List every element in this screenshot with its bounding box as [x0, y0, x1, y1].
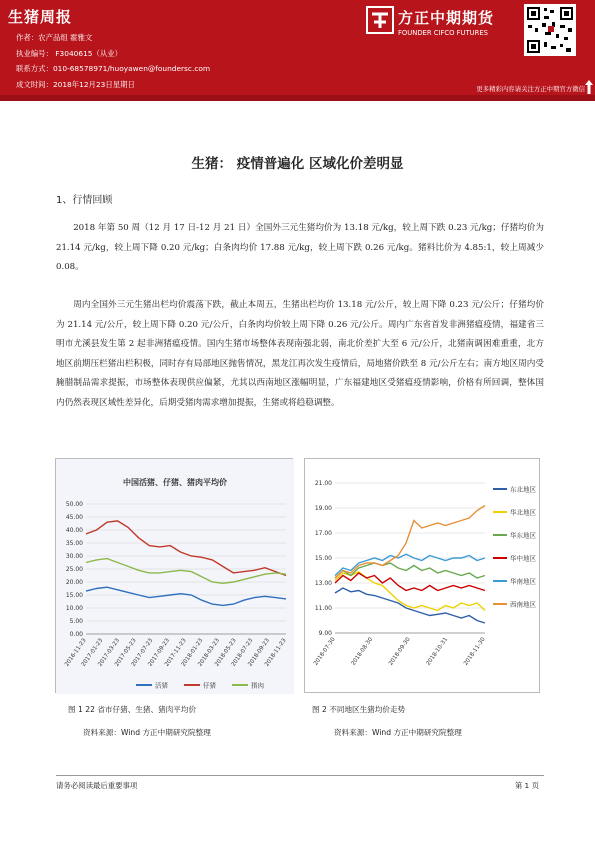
page-number: 第 1 页 [514, 781, 539, 790]
report-header [0, 0, 595, 95]
chart-regional-prices [304, 458, 540, 693]
y-tick-label: 19.00 [314, 505, 332, 513]
chart-national-prices [55, 458, 293, 693]
y-tick-label: 25.00 [65, 566, 83, 574]
x-tick-label: 2017-11-23 [164, 637, 188, 668]
y-tick-label: 17.00 [314, 530, 332, 538]
x-tick-label: 2017-03-23 [97, 637, 121, 668]
section-heading: 1、行情回顾 [56, 195, 113, 206]
x-tick-label: 2018-05-23 [214, 637, 238, 668]
y-tick-label: 35.00 [65, 540, 83, 548]
footer-disclaimer[interactable]: 请务必阅读最后重要事项 [56, 781, 138, 790]
date-line: 成文时间：2018年12月23日星期日 [16, 79, 135, 89]
legend-label: 猪肉 [251, 681, 264, 690]
author-line: 作者：农产品组 霍雅文 [16, 33, 93, 42]
y-tick-label: 30.00 [65, 553, 83, 561]
legend-label: 西南地区 [510, 600, 536, 609]
footer-divider [56, 775, 544, 776]
y-tick-label: 9.00 [318, 630, 332, 638]
series-line [335, 506, 485, 579]
y-tick-label: 15.00 [65, 592, 83, 600]
figure1-caption: 图 1 22 省市仔猪、生猪、猪肉平均价 [68, 705, 197, 714]
figure2-source: 资料来源：Wind 方正中期研究院整理 [334, 728, 462, 737]
contact-line[interactable]: 联系方式：010-68578971/huoyawen@foundersc.com [16, 64, 211, 73]
wechat-follow-link[interactable]: 更多精彩内容请关注方正中期官方微信 [476, 85, 585, 93]
header-banner [0, 95, 595, 101]
y-tick-label: 15.00 [314, 555, 332, 563]
report-meta [16, 30, 210, 92]
legend-label: 仔猪 [203, 681, 216, 690]
figure2-caption: 图 2 不同地区生猪均价走势 [312, 705, 406, 714]
x-tick-label: 2016-11-23 [64, 637, 88, 668]
legend-label: 活猪 [155, 681, 168, 690]
x-tick-label: 2018-11-23 [264, 637, 288, 668]
x-tick-label: 2018-01-23 [180, 637, 205, 668]
x-tick-label: 2018-07-30 [313, 636, 337, 667]
figure1-source: 资料来源：Wind 方正中期研究院整理 [83, 728, 211, 737]
series-line [335, 563, 485, 578]
x-tick-label: 2018-07-23 [230, 637, 255, 668]
chart1-title: 中国活猪、仔猪、猪肉平均价 [123, 478, 227, 487]
legend-label: 华北地区 [510, 508, 536, 517]
legend-label: 华南地区 [510, 577, 536, 586]
x-tick-label: 2018-09-30 [388, 636, 412, 667]
x-tick-label: 2018-11-30 [463, 636, 487, 667]
legend-label: 东北地区 [510, 485, 536, 494]
x-tick-label: 2018-09-23 [247, 637, 271, 668]
y-tick-label: 11.00 [314, 605, 332, 613]
license-line: 执业编号： F3040615（从业） [16, 48, 123, 58]
x-tick-label: 2018-08-30 [350, 636, 375, 667]
paragraph-2: 周内全国外三元生猪出栏均价震荡下跌，截止本周五，生猪出栏均价 13.18 元/公斤，较上周下降 0.23 元/公斤；仔猪均价为 21.14 元/公斤，较上周下降 0.20 元/公斤，白条肉均价较上周下降 0.26 元/公斤。周内广东省首发非洲猪瘟疫情，福建省三明市尤溪县发生第 2 起非洲猪瘟疫情。国内生猪市场整体表现南强北弱，南北价差扩大至 6 元/公斤，北猪南调困难重重，北方地区前期压栏猪出栏积极，同时存有局部地区抛售情况，黑龙江再次发生疫情后，局地猪价跌至 8 元/公斤左右；南方地区周内受腌腊制品需求提振，市场整体表现供应偏紧，尤其以西南地区涨幅明显，广东福建地区受猪瘟疫情影响，价格有所回调，整体国内仍然表现区域性差异化，后期受猪肉需求增加提振，生猪或将趋稳调整。 [56, 300, 544, 408]
y-tick-label: 40.00 [65, 527, 83, 535]
y-tick-label: 5.00 [69, 618, 83, 626]
y-tick-label: 50.00 [65, 501, 83, 509]
report-type: 生猪周报 [8, 8, 73, 26]
qr-code-icon[interactable] [524, 4, 576, 56]
chart1-svg [56, 459, 294, 694]
y-tick-label: 0.00 [69, 631, 83, 639]
chart2-svg [305, 459, 541, 694]
y-tick-label: 21.00 [314, 480, 332, 488]
report-title: 生猪： 疫情普遍化 区域化价差明显 [191, 156, 404, 172]
x-tick-label: 2017-07-23 [130, 637, 155, 668]
company-logo [366, 6, 516, 44]
legend-label: 华东地区 [510, 531, 536, 540]
y-tick-label: 10.00 [65, 605, 83, 613]
x-tick-label: 2018-10-31 [425, 636, 450, 667]
up-arrow-icon [585, 80, 593, 94]
y-tick-label: 20.00 [65, 579, 83, 587]
x-tick-label: 2017-05-23 [114, 637, 138, 668]
logo-cn-text: 方正中期期货 [398, 9, 495, 27]
y-tick-label: 45.00 [65, 514, 83, 522]
x-tick-label: 2017-09-23 [147, 637, 171, 668]
paragraph-1: 2018 年第 50 周（12 月 17 日-12 月 21 日）全国外三元生猪均价为 13.18 元/kg，较上周下跌 0.23 元/kg；仔猪均价为 21.14 元/kg，较上周下降 0.20 元/kg；白条肉均价 17.88 元/kg，较上周下跌 0.26 元/kg。猪料比价为 4.85:1，较上周减少 0.08。 [56, 223, 544, 272]
logo-mark-icon [366, 6, 394, 34]
y-tick-label: 13.00 [314, 580, 332, 588]
x-tick-label: 2018-03-23 [197, 637, 221, 668]
series-line [335, 588, 485, 623]
x-tick-label: 2017-01-23 [80, 637, 105, 668]
logo-en-text: FOUNDER CIFCO FUTURES [398, 29, 488, 37]
legend-label: 华中地区 [510, 554, 536, 563]
